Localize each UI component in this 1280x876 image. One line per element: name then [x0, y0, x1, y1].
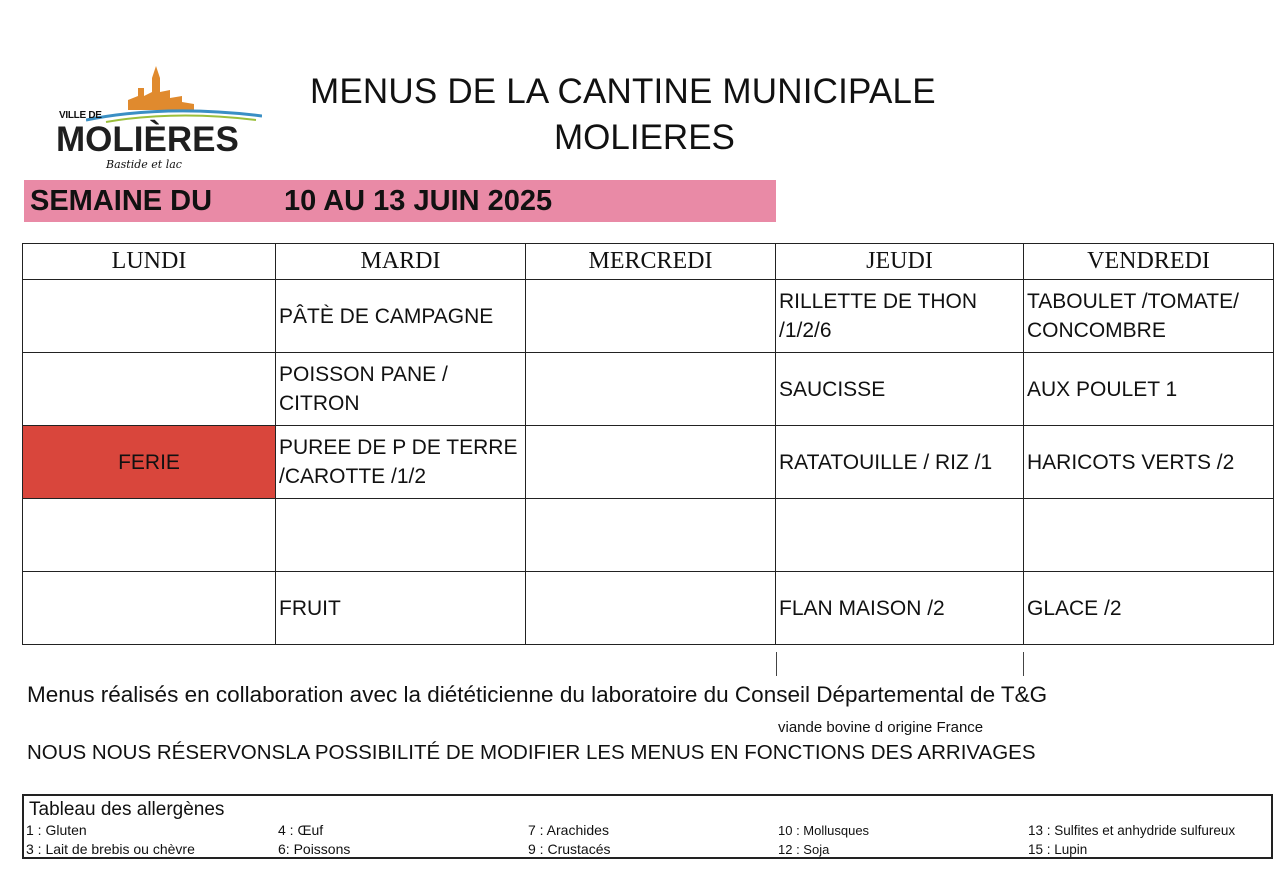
- menu-cell: PUREE DE P DE TERRE /CAROTTE /1/2: [276, 426, 526, 499]
- menu-cell: GLACE /2: [1024, 572, 1274, 645]
- table-row: [23, 353, 1274, 426]
- reserve-note: NOUS NOUS RÉSERVONSLA POSSIBILITÉ DE MODIFIER LES MENUS EN FONCTIONS DES ARRIVAGES: [27, 741, 1036, 764]
- allergen-item: 6: Poissons: [278, 841, 351, 857]
- allergen-table: [22, 794, 1273, 859]
- town-skyline-icon: [126, 66, 196, 110]
- logo-tagline: Bastide et lac: [106, 158, 182, 171]
- town-logo: [56, 66, 266, 178]
- menu-cell: [776, 499, 1024, 572]
- menu-cell: AUX POULET 1: [1024, 353, 1274, 426]
- day-header: VENDREDI: [1024, 244, 1274, 280]
- menu-cell: FLAN MAISON /2: [776, 572, 1024, 645]
- day-header: MERCREDI: [526, 244, 776, 280]
- table-row: [23, 426, 1274, 499]
- menu-cell: [526, 572, 776, 645]
- allergen-item: 13 : Sulfites et anhydride sulfureux: [1028, 823, 1236, 838]
- menu-cell: POISSON PANE / CITRON: [276, 353, 526, 426]
- logo-prefix: VILLE DE: [59, 110, 102, 121]
- menu-cell: SAUCISSE: [776, 353, 1024, 426]
- day-header: LUNDI: [23, 244, 276, 280]
- menu-cell: [23, 499, 276, 572]
- day-header: JEUDI: [776, 244, 1024, 280]
- allergen-item: 1 : Gluten: [26, 822, 87, 838]
- menu-cell: [526, 280, 776, 353]
- day-header: MARDI: [276, 244, 526, 280]
- collaboration-note: Menus réalisés en collaboration avec la diététicienne du laboratoire du Conseil Départemental de T&G: [27, 682, 1048, 707]
- menu-cell: [526, 426, 776, 499]
- menu-cell: [23, 280, 276, 353]
- menu-cell: PÂTÈ DE CAMPAGNE: [276, 280, 526, 353]
- table-row: [23, 499, 1274, 572]
- menu-cell: RILLETTE DE THON /1/2/6: [776, 280, 1024, 353]
- table-row: [23, 280, 1274, 353]
- allergen-item: 9 : Crustacés: [528, 841, 611, 857]
- menu-cell: RATATOUILLE / RIZ /1: [776, 426, 1024, 499]
- table-row: [23, 572, 1274, 645]
- week-label: SEMAINE DU: [30, 185, 213, 217]
- menu-cell: [276, 499, 526, 572]
- allergen-item: 4 : Œuf: [278, 822, 324, 838]
- menu-cell: [23, 353, 276, 426]
- allergen-item: 15 : Lupin: [1028, 842, 1088, 857]
- menu-cell: [1024, 499, 1274, 572]
- week-dates: 10 AU 13 JUIN 2025: [284, 185, 553, 217]
- page-subtitle: MOLIERES: [554, 118, 735, 157]
- allergen-item: 3 : Lait de brebis ou chèvre: [26, 841, 195, 857]
- table-divider: [776, 652, 777, 676]
- page-title: MENUS DE LA CANTINE MUNICIPALE: [310, 72, 936, 111]
- menu-cell: TABOULET /TOMATE/ CONCOMBRE: [1024, 280, 1274, 353]
- logo-name: MOLIÈRES: [56, 120, 239, 159]
- menu-cell: FRUIT: [276, 572, 526, 645]
- table-header-row: [23, 244, 1274, 280]
- allergen-item: 7 : Arachides: [528, 822, 609, 838]
- allergen-title: Tableau des allergènes: [29, 799, 225, 820]
- holiday-cell: FERIE: [23, 426, 276, 499]
- menu-cell: [526, 353, 776, 426]
- week-banner: [24, 180, 776, 222]
- allergen-item: 12 : Soja: [778, 842, 830, 857]
- table-divider: [1023, 652, 1024, 676]
- allergen-item: 10 : Mollusques: [778, 823, 870, 838]
- menu-cell: [23, 572, 276, 645]
- menu-table: [22, 243, 1274, 645]
- menu-cell: [526, 499, 776, 572]
- beef-origin-note: viande bovine d origine France: [778, 719, 984, 736]
- menu-cell: HARICOTS VERTS /2: [1024, 426, 1274, 499]
